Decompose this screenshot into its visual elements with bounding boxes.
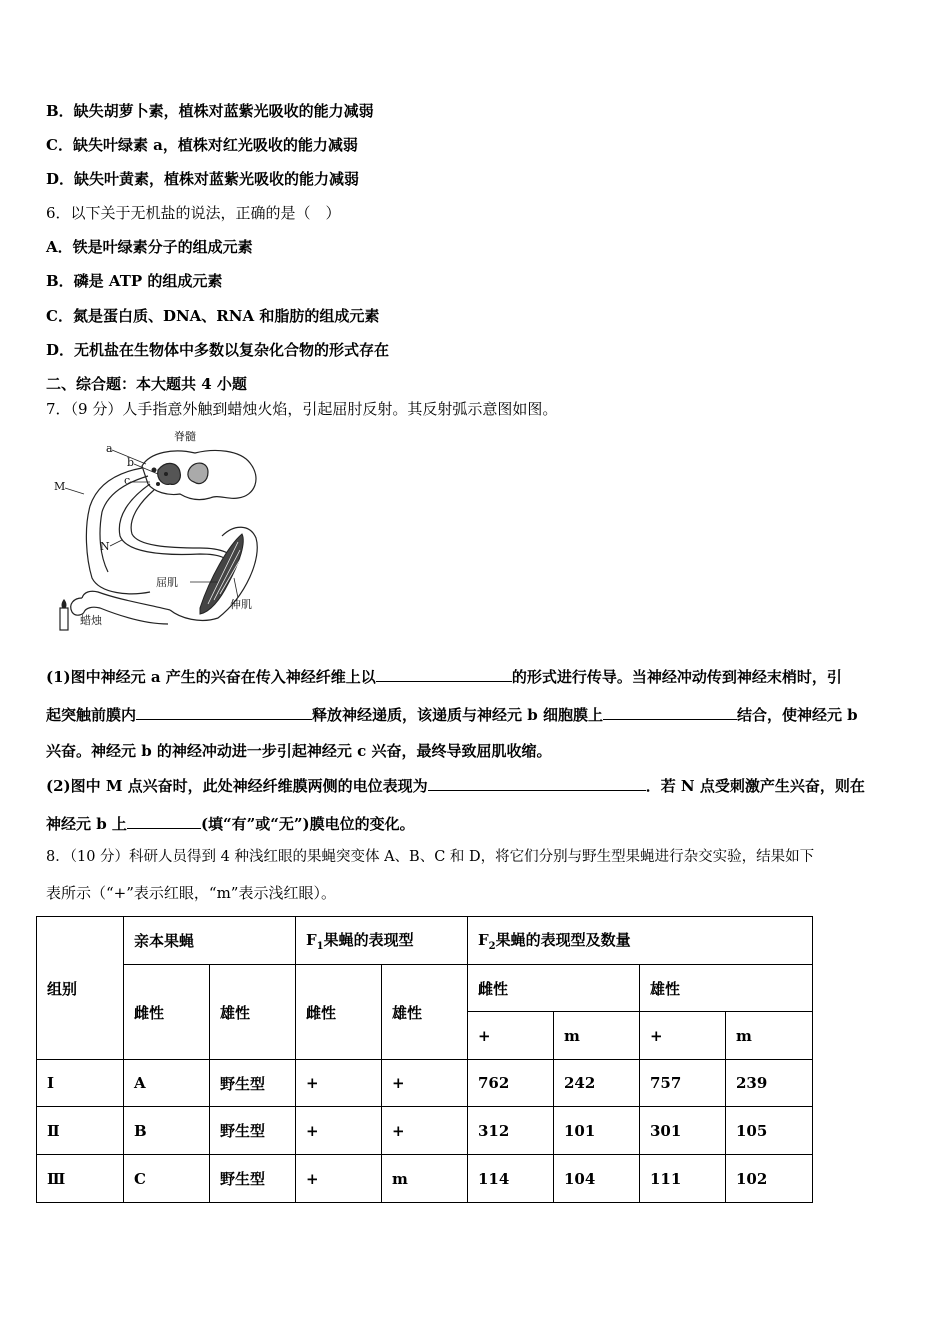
section-2-title: 二、综合题：本大题共 4 小题 [46, 375, 247, 393]
q7-part1-line1 [46, 666, 842, 687]
candle-flame [62, 600, 66, 608]
table-cell: 114 [468, 1155, 554, 1203]
q6-option-c: C．氮是蛋白质、DNA、RNA 和脂肪的组成元素 [46, 307, 380, 325]
th-f2-male-m: m [726, 1012, 813, 1060]
th-f2-male-plus: + [640, 1012, 726, 1060]
q7-part1-text-3: 起突触前膜内 [46, 706, 137, 724]
q5-option-b: B．缺失胡萝卜素，植株对蓝紫光吸收的能力减弱 [46, 102, 374, 120]
table-row [37, 1155, 813, 1203]
table-cell: 102 [726, 1155, 813, 1203]
table-cell: 104 [554, 1155, 640, 1203]
q7-blank-5[interactable] [127, 813, 201, 829]
q6-stem: 6．以下关于无机盐的说法，正确的是（ ） [46, 204, 341, 222]
th-f2-pre: F [478, 931, 489, 949]
label-c: c [124, 474, 131, 487]
table-cell: B [124, 1107, 210, 1155]
th-f2-sub: 2 [488, 941, 496, 952]
q7-part2-text-3: 神经元 b 上 [46, 815, 127, 833]
table-cell: 野生型 [210, 1155, 296, 1203]
q7-part1-line3: 兴奋。神经元 b 的神经冲动进一步引起神经元 c 兴奋，最终导致屈肌收缩。 [46, 742, 552, 760]
table-cell: 312 [468, 1107, 554, 1155]
table-row [37, 1060, 813, 1107]
table-cell: + [296, 1107, 382, 1155]
label-M: M [54, 480, 66, 493]
th-parent-female: 雌性 [124, 965, 210, 1060]
table-cell: 野生型 [210, 1107, 296, 1155]
label-flexor: 屈肌 [156, 576, 178, 589]
q7-blank-3[interactable] [603, 704, 737, 720]
grey-matter-right [188, 463, 208, 483]
q7-stem: 7．（9 分）人手指意外触到蜡烛火焰，引起屈肘反射。其反射弧示意图如图。 [46, 400, 558, 418]
th-f2-post: 果蝇的表现型及数量 [495, 931, 631, 949]
table-cell: 野生型 [210, 1060, 296, 1107]
table-cell: 762 [468, 1060, 554, 1107]
th-group: 组别 [37, 917, 124, 1060]
label-N: N [100, 540, 110, 553]
table-cell: Ⅰ [37, 1060, 124, 1107]
reflex-arc-figure [50, 428, 270, 633]
th-f2-female: 雌性 [468, 965, 640, 1012]
q7-part1-text-1: (1)图中神经元 a 产生的兴奋在传入神经纤维上以 [46, 668, 376, 686]
q7-part1-text-2: 的形式进行传导。当神经冲动传到神经末梢时，引 [511, 668, 842, 686]
table-cell: 101 [554, 1107, 640, 1155]
th-f1-pre: F [306, 931, 317, 949]
q7-part2-line2 [46, 813, 415, 834]
q8-stem-line1: 8．（10 分）科研人员得到 4 种浅红眼的果蝇突变体 A、B、C 和 D，将它们分别与野生型果蝇进行杂交实验，结果如下 [46, 849, 815, 865]
label-b: b [127, 456, 135, 469]
q5-option-d: D．缺失叶黄素，植株对蓝紫光吸收的能力减弱 [46, 170, 360, 188]
candle-body [60, 608, 68, 630]
table-cell: + [382, 1107, 468, 1155]
table-cell: C [124, 1155, 210, 1203]
label-extensor: 伸肌 [230, 598, 252, 611]
q7-part2-line1 [46, 775, 865, 796]
table-cell: 105 [726, 1107, 813, 1155]
th-f1-male: 雄性 [382, 965, 468, 1060]
neuron-b-soma [164, 472, 168, 476]
table-cell: + [296, 1155, 382, 1203]
q5-option-c: C．缺失叶绿素 a，植株对红光吸收的能力减弱 [46, 136, 358, 154]
hand [71, 598, 84, 615]
q7-part1-text-5: 结合，使神经元 b [736, 706, 858, 724]
q7-blank-1[interactable] [376, 666, 512, 682]
table-cell: Ⅲ [37, 1155, 124, 1203]
efferent-nerve-inner [131, 490, 238, 564]
table-cell: 239 [726, 1060, 813, 1107]
q7-part2-text-4: (填“有”或“无”)膜电位的变化。 [200, 815, 415, 833]
table-cell: 111 [640, 1155, 726, 1203]
q7-part2-text-2: ．若 N 点受刺激产生兴奋，则在 [645, 777, 865, 795]
q7-part2-text-1: (2)图中 M 点兴奋时，此处神经纤维膜两侧的电位表现为 [46, 777, 428, 795]
th-f1-female: 雌性 [296, 965, 382, 1060]
neuron-c-soma [156, 482, 160, 486]
cross-result-table [36, 916, 813, 1203]
table-row [37, 1107, 813, 1155]
table-cell: Ⅱ [37, 1107, 124, 1155]
th-f2 [468, 917, 813, 965]
q6-option-b: B．磷是 ATP 的组成元素 [46, 272, 223, 290]
label-a: a [106, 442, 113, 455]
table-cell: A [124, 1060, 210, 1107]
table-header-row-1 [37, 917, 813, 965]
th-parent-male: 雄性 [210, 965, 296, 1060]
th-f2-female-plus: + [468, 1012, 554, 1060]
grey-matter-left [158, 463, 181, 484]
table-header-row-2 [37, 965, 813, 1012]
q7-blank-4[interactable] [428, 775, 646, 791]
th-f1-post: 果蝇的表现型 [323, 931, 414, 949]
table-cell: + [382, 1060, 468, 1107]
label-candle: 蜡烛 [80, 614, 102, 627]
table-cell: m [382, 1155, 468, 1203]
th-f1 [296, 917, 468, 965]
table-cell: 757 [640, 1060, 726, 1107]
q7-blank-2[interactable] [136, 704, 312, 720]
q7-part1-line2 [46, 704, 858, 725]
q6-option-d: D．无机盐在生物体中多数以复杂化合物的形式存在 [46, 341, 390, 359]
table-cell: 301 [640, 1107, 726, 1155]
q7-part1-text-4: 释放神经递质，该递质与神经元 b 细胞膜上 [312, 706, 603, 724]
table-cell: + [296, 1060, 382, 1107]
th-f1-sub: 1 [316, 941, 324, 952]
afferent-nerve [86, 468, 150, 594]
q8-stem-line2: 表所示（“+”表示红眼，“m”表示浅红眼）。 [46, 884, 336, 902]
th-f2-female-m: m [554, 1012, 640, 1060]
label-spinal-cord: 脊髓 [174, 430, 196, 443]
table-cell: 242 [554, 1060, 640, 1107]
th-f2-male: 雄性 [640, 965, 813, 1012]
q6-option-a: A．铁是叶绿素分子的组成元素 [46, 238, 253, 256]
th-parent: 亲本果蝇 [124, 917, 296, 965]
